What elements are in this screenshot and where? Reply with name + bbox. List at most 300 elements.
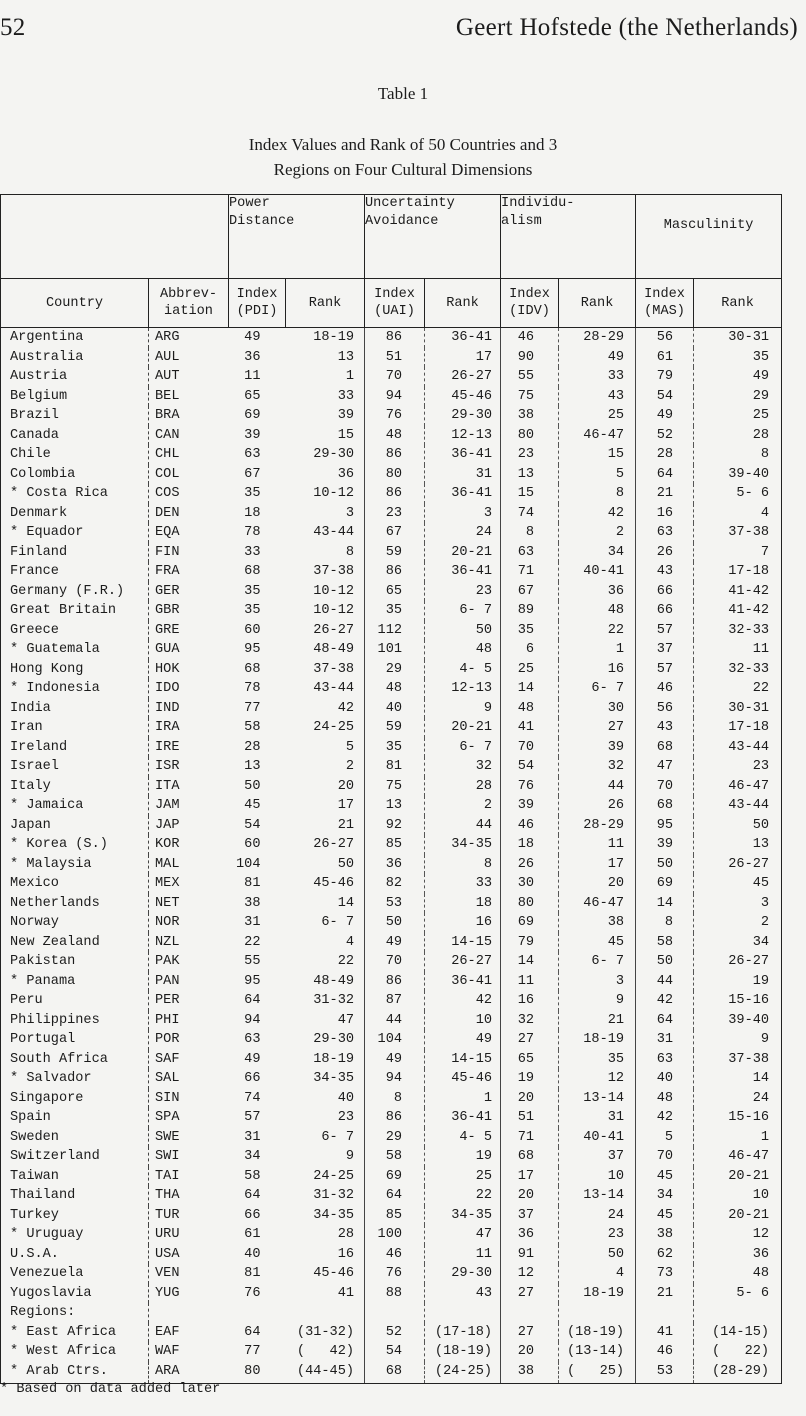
cell-abbreviation: CAN (149, 426, 229, 446)
cell-uai-index: 101 (365, 640, 425, 660)
cell-pdi-index: 61 (244, 1227, 261, 1242)
cell-idv-rank: 34 (559, 543, 636, 563)
cell-mas-index: 34 (636, 1186, 694, 1206)
cell-idv-rank: 43 (559, 387, 636, 407)
cell-uai-index: 80 (365, 465, 425, 485)
cell-pdi-rank: 48-49 (313, 642, 355, 657)
cell-uai-rank: (24-25) (425, 1362, 501, 1384)
cell-mas-rank: ( 22) (694, 1342, 782, 1362)
cell-uai-rank: 44 (425, 816, 501, 836)
table-row (1, 777, 782, 797)
cell-abbreviation: THA (149, 1186, 229, 1206)
group-header-masculinity (636, 195, 782, 279)
cell-pdi-index: 18 (244, 505, 261, 521)
cell-mas-rank: 22 (694, 679, 782, 699)
cell-mas-index: 54 (636, 387, 694, 407)
cell-idv-index: 18 (501, 835, 559, 855)
col-header-index-uai (365, 279, 425, 328)
cell-uai-index: 36 (365, 855, 425, 875)
table-row (1, 991, 782, 1011)
cell-pdi-rank: 43-44 (313, 525, 355, 540)
table-label: Table 1 (377, 84, 429, 103)
cell-mas-rank: 32-33 (694, 660, 782, 680)
cell-idv-index: 20 (501, 1089, 559, 1109)
group-label-line1: Masculinity (663, 218, 754, 233)
cell-idv-rank: 31 (559, 1108, 636, 1128)
cell-country: Australia (1, 348, 149, 368)
cell-pdi-rank: 20 (337, 778, 355, 794)
cell-pdi-index: 13 (244, 759, 261, 774)
cell-pdi-rank: 37-38 (313, 661, 355, 677)
cell-idv-index: 14 (501, 679, 559, 699)
cell-pdi-rank: 50 (337, 856, 355, 872)
cell-uai-rank: 12-13 (425, 679, 501, 699)
cell-mas-index: 70 (636, 777, 694, 797)
cell-uai-index: 48 (365, 426, 425, 446)
cell-mas-rank: 15-16 (694, 991, 782, 1011)
cell-mas-rank: 25 (694, 406, 782, 426)
cell-abbreviation: WAF (149, 1342, 229, 1362)
cell-uai-index: 104 (365, 1030, 425, 1050)
cell-abbreviation: FRA (149, 562, 229, 582)
cell-mas-rank: 45 (694, 874, 782, 894)
cell-pdi-index: 81 (244, 1266, 261, 1281)
cell-pdi-rank: 4 (345, 934, 355, 950)
cell-uai-index: 85 (365, 1206, 425, 1226)
table-row (1, 543, 782, 563)
cell-idv-rank (559, 1303, 636, 1323)
cell-idv-rank: 28-29 (559, 328, 636, 348)
cell-pdi-index: 63 (244, 447, 261, 462)
cell-abbreviation: NOR (149, 913, 229, 933)
cell-idv-index: 8 (501, 523, 559, 543)
cell-uai-rank: 1 (425, 1089, 501, 1109)
cell-mas-index: 43 (636, 718, 694, 738)
cell-pdi-index: 76 (244, 1285, 261, 1301)
cell-mas-rank: 46-47 (694, 1147, 782, 1167)
cell-pdi-rank: 48-49 (313, 973, 355, 989)
cell-country: Turkey (1, 1206, 149, 1226)
cell-pdi-index: 95 (244, 973, 261, 989)
cell-pdi-index (229, 1303, 286, 1323)
cell-pdi-index: 60 (244, 622, 261, 638)
group-label-line2: Avoidance (365, 214, 439, 229)
cell-uai-rank: 50 (425, 621, 501, 641)
cell-uai-rank: 19 (425, 1147, 501, 1167)
cell-idv-index: 32 (501, 1011, 559, 1031)
cell-abbreviation: SPA (149, 1108, 229, 1128)
cell-country: Singapore (1, 1089, 149, 1109)
cell-mas-index: 21 (636, 484, 694, 504)
cell-uai-index: 86 (365, 562, 425, 582)
cell-pdi-rank: 34-35 (313, 1071, 355, 1086)
cell-pdi-index: 34 (244, 1149, 261, 1164)
cell-mas-index: 42 (636, 991, 694, 1011)
cell-pdi-rank: 2 (345, 759, 355, 774)
cell-uai-index: 35 (365, 738, 425, 758)
cell-mas-index: 43 (636, 562, 694, 582)
cell-abbreviation: PAK (149, 952, 229, 972)
table-row (1, 387, 782, 407)
cell-idv-rank: 42 (559, 504, 636, 524)
cell-uai-rank: 32 (425, 757, 501, 777)
cell-mas-rank: 39-40 (694, 465, 782, 485)
cell-uai-rank: 31 (425, 465, 501, 485)
cell-idv-index: 25 (501, 660, 559, 680)
cell-mas-rank: 1 (694, 1128, 782, 1148)
cell-uai-index: 51 (365, 348, 425, 368)
cell-mas-rank: 15-16 (694, 1108, 782, 1128)
table-row (1, 660, 782, 680)
cell-idv-index: 27 (501, 1323, 559, 1343)
cell-abbreviation: EAF (149, 1323, 229, 1343)
cell-uai-index: 48 (365, 679, 425, 699)
cell-mas-index: 63 (636, 523, 694, 543)
page-number: 52 (0, 14, 26, 41)
cell-idv-index: 65 (501, 1050, 559, 1070)
table-row (1, 679, 782, 699)
cell-pdi-rank: 8 (345, 544, 355, 560)
cell-idv-index: 36 (501, 1225, 559, 1245)
table-row (1, 1011, 782, 1031)
table-row (1, 952, 782, 972)
cell-abbreviation: GUA (149, 640, 229, 660)
cell-country: Denmark (1, 504, 149, 524)
cell-mas-index: 73 (636, 1264, 694, 1284)
cell-uai-index: 58 (365, 1147, 425, 1167)
cell-pdi-index: 67 (244, 466, 261, 482)
cell-pdi-rank: 37-38 (313, 564, 355, 579)
cell-idv-index: 80 (501, 894, 559, 914)
cell-uai-rank: 29-30 (425, 1264, 501, 1284)
cell-abbreviation: SWI (149, 1147, 229, 1167)
cell-uai-index: 85 (365, 835, 425, 855)
cell-idv-index (501, 1303, 559, 1323)
cell-uai-index: 49 (365, 933, 425, 953)
cell-idv-rank: 48 (559, 601, 636, 621)
cell-uai-index: 75 (365, 777, 425, 797)
cell-pdi-index: 40 (244, 1246, 261, 1262)
cell-abbreviation: IND (149, 699, 229, 719)
cell-mas-index: 46 (636, 679, 694, 699)
cell-pdi-rank: 15 (337, 427, 355, 443)
cell-country: Yugoslavia (1, 1284, 149, 1304)
cell-mas-rank: (14-15) (694, 1323, 782, 1343)
cell-abbreviation: COS (149, 484, 229, 504)
cell-country: Belgium (1, 387, 149, 407)
cell-uai-index: 100 (365, 1225, 425, 1245)
cell-abbreviation: IRA (149, 718, 229, 738)
cell-idv-index: 41 (501, 718, 559, 738)
cell-mas-index: 14 (636, 894, 694, 914)
cell-mas-index: 61 (636, 348, 694, 368)
table-row (1, 796, 782, 816)
cell-idv-rank: 2 (559, 523, 636, 543)
cell-idv-rank: 11 (559, 835, 636, 855)
cell-idv-rank: 9 (559, 991, 636, 1011)
cell-pdi-rank: 45-46 (313, 876, 355, 891)
cell-country: * Panama (1, 972, 149, 992)
cell-mas-index: 47 (636, 757, 694, 777)
cell-uai-rank: 36-41 (425, 562, 501, 582)
cell-uai-index: 59 (365, 718, 425, 738)
cell-idv-index: 70 (501, 738, 559, 758)
cell-mas-rank: 24 (694, 1089, 782, 1109)
table-row (1, 835, 782, 855)
cell-idv-rank: 39 (559, 738, 636, 758)
cell-uai-index: 81 (365, 757, 425, 777)
cell-mas-index: 68 (636, 738, 694, 758)
cell-country: Argentina (1, 328, 149, 348)
cell-country: Iran (1, 718, 149, 738)
table-row (1, 1284, 782, 1304)
cell-uai-rank: 12-13 (425, 426, 501, 446)
cell-mas-index: 41 (636, 1323, 694, 1343)
cell-mas-rank: 4 (694, 504, 782, 524)
cell-abbreviation: PER (149, 991, 229, 1011)
cell-uai-rank: 22 (425, 1186, 501, 1206)
cell-mas-index: 66 (636, 582, 694, 602)
cell-abbreviation: HOK (149, 660, 229, 680)
cell-uai-index: 23 (365, 504, 425, 524)
table-row (1, 1030, 782, 1050)
col-header-rank-uai: Rank (425, 279, 501, 328)
cell-abbreviation: NZL (149, 933, 229, 953)
table-row (1, 1128, 782, 1148)
cell-country: * Jamaica (1, 796, 149, 816)
cell-mas-rank: 28 (694, 426, 782, 446)
table-row (1, 738, 782, 758)
cell-mas-index: 95 (636, 816, 694, 836)
cell-uai-index: 49 (365, 1050, 425, 1070)
cell-pdi-rank: 24-25 (313, 720, 355, 735)
cell-mas-rank: 34 (694, 933, 782, 953)
cell-mas-rank: 36 (694, 1245, 782, 1265)
cell-country: * Costa Rica (1, 484, 149, 504)
cell-idv-rank: 25 (559, 406, 636, 426)
cell-pdi-index: 80 (229, 1362, 286, 1384)
table-row (1, 913, 782, 933)
cell-idv-rank: ( 25) (559, 1362, 636, 1384)
cell-idv-rank: 8 (559, 484, 636, 504)
cell-idv-rank: (18-19) (559, 1323, 636, 1343)
col-header-rank-pdi: Rank (286, 279, 365, 328)
cell-pdi-rank: (44-45) (286, 1362, 365, 1384)
cell-abbreviation: KOR (149, 835, 229, 855)
cell-mas-index (636, 1303, 694, 1323)
cell-mas-index: 40 (636, 1069, 694, 1089)
cell-country: * Equador (1, 523, 149, 543)
cell-pdi-index: 57 (244, 1110, 261, 1125)
cell-idv-rank: 23 (559, 1225, 636, 1245)
cell-mas-index: 62 (636, 1245, 694, 1265)
col-header-index-idv (501, 279, 559, 328)
cell-idv-rank: 37 (559, 1147, 636, 1167)
cell-mas-index: 68 (636, 796, 694, 816)
index-code: (IDV) (509, 304, 550, 319)
cell-pdi-rank: 13 (337, 349, 355, 365)
cell-uai-index: 86 (365, 972, 425, 992)
group-label-line2: alism (501, 214, 542, 229)
cell-idv-rank: 28-29 (559, 816, 636, 836)
cell-uai-rank: 36-41 (425, 445, 501, 465)
cell-uai-rank: 45-46 (425, 387, 501, 407)
cell-pdi-rank: 45-46 (313, 1266, 355, 1281)
cell-uai-rank: 9 (425, 699, 501, 719)
cell-mas-rank: 7 (694, 543, 782, 563)
index-label: Index (509, 287, 550, 302)
cell-mas-index: 79 (636, 367, 694, 387)
group-label-line2: Distance (229, 214, 295, 229)
cell-pdi-rank: 6- 7 (321, 1129, 355, 1145)
cell-uai-rank: 23 (425, 582, 501, 602)
cell-pdi-index: 95 (244, 642, 261, 657)
cell-abbreviation: GBR (149, 601, 229, 621)
table-row (1, 933, 782, 953)
cell-pdi-rank: 9 (345, 1149, 355, 1164)
cell-idv-index: 20 (501, 1342, 559, 1362)
group-label-line1: Individu- (501, 196, 575, 211)
cell-mas-index: 39 (636, 835, 694, 855)
cell-uai-index: 92 (365, 816, 425, 836)
cell-pdi-index: 65 (244, 388, 261, 404)
cell-pdi-index: 66 (244, 1071, 261, 1086)
cell-idv-rank: 3 (559, 972, 636, 992)
cell-pdi-rank: 5 (345, 739, 355, 755)
cell-mas-index: 56 (636, 699, 694, 719)
table-row (1, 757, 782, 777)
cell-mas-index: 37 (636, 640, 694, 660)
cell-mas-rank: 41-42 (694, 601, 782, 621)
cell-idv-index: 13 (501, 465, 559, 485)
cell-uai-rank: 43 (425, 1284, 501, 1304)
cell-pdi-index: 11 (244, 369, 261, 384)
table-row (1, 465, 782, 485)
cell-pdi-index: 78 (244, 681, 261, 696)
cell-uai-index: 69 (365, 1167, 425, 1187)
table-row (1, 601, 782, 621)
cell-pdi-rank: 43-44 (313, 681, 355, 696)
cell-mas-index: 28 (636, 445, 694, 465)
cell-pdi-index: 104 (236, 856, 261, 872)
cell-mas-index: 5 (636, 1128, 694, 1148)
table-row (1, 699, 782, 719)
cell-mas-index: 42 (636, 1108, 694, 1128)
cell-pdi-rank: 36 (337, 466, 355, 482)
cell-idv-rank: 21 (559, 1011, 636, 1031)
cell-idv-rank: 10 (559, 1167, 636, 1187)
cell-mas-index: 31 (636, 1030, 694, 1050)
cell-abbreviation: GER (149, 582, 229, 602)
cell-pdi-index: 77 (244, 700, 261, 716)
cell-mas-rank: 26-27 (694, 855, 782, 875)
table-row (1, 328, 782, 348)
cell-mas-rank: 26-27 (694, 952, 782, 972)
cell-idv-rank: 30 (559, 699, 636, 719)
cell-uai-index (365, 1303, 425, 1323)
cell-idv-index: 14 (501, 952, 559, 972)
table-row (1, 1245, 782, 1265)
cell-country: Chile (1, 445, 149, 465)
cell-abbreviation: ITA (149, 777, 229, 797)
table-row (1, 1225, 782, 1245)
table-row (1, 562, 782, 582)
cell-mas-rank: 20-21 (694, 1206, 782, 1226)
cell-mas-rank: 50 (694, 816, 782, 836)
cell-country: Brazil (1, 406, 149, 426)
cell-pdi-rank: ( 42) (296, 1344, 355, 1359)
cell-pdi-rank: 16 (337, 1246, 355, 1262)
cell-uai-rank: 10 (425, 1011, 501, 1031)
cell-idv-index: 26 (501, 855, 559, 875)
cell-mas-rank: 29 (694, 387, 782, 407)
cell-mas-rank: 13 (694, 835, 782, 855)
cell-abbreviation: SWE (149, 1128, 229, 1148)
cell-pdi-index: 31 (244, 915, 261, 930)
cell-abbreviation: TAI (149, 1167, 229, 1187)
cell-pdi-rank: 1 (345, 369, 355, 384)
cell-pdi-index: 64 (244, 1188, 261, 1203)
cell-pdi-index: 66 (244, 1207, 261, 1223)
abbr-label-line2: iation (164, 304, 213, 319)
cell-mas-rank: 19 (694, 972, 782, 992)
cell-idv-index: 39 (501, 796, 559, 816)
cell-country: Israel (1, 757, 149, 777)
cell-idv-rank: 26 (559, 796, 636, 816)
table-row (1, 445, 782, 465)
cell-pdi-rank: 31-32 (313, 1188, 355, 1203)
cell-pdi-index: 81 (244, 876, 261, 891)
cell-abbreviation: SAL (149, 1069, 229, 1089)
col-header-country: Country (1, 279, 149, 328)
cell-pdi-rank: 22 (337, 954, 355, 969)
cell-idv-index: 54 (501, 757, 559, 777)
cell-uai-index: 94 (365, 1069, 425, 1089)
cell-uai-rank: 34-35 (425, 835, 501, 855)
cell-idv-rank: 18-19 (559, 1284, 636, 1304)
table-row (1, 1108, 782, 1128)
cell-mas-index: 52 (636, 426, 694, 446)
cell-idv-rank: 50 (559, 1245, 636, 1265)
cell-uai-rank: (18-19) (425, 1342, 501, 1362)
cell-uai-rank (425, 1303, 501, 1323)
cell-uai-rank: 18 (425, 894, 501, 914)
cell-pdi-index: 33 (244, 544, 261, 560)
cell-abbreviation: POR (149, 1030, 229, 1050)
cell-country: Sweden (1, 1128, 149, 1148)
cell-country: * East Africa (1, 1323, 149, 1343)
col-header-rank-idv: Rank (559, 279, 636, 328)
cell-pdi-rank: 10-12 (313, 603, 355, 618)
running-title: Geert Hofstede (the Netherlands) (455, 14, 798, 41)
cell-country: Norway (1, 913, 149, 933)
cell-idv-index: 79 (501, 933, 559, 953)
cell-country: * Uruguay (1, 1225, 149, 1245)
cell-mas-rank: 43-44 (694, 796, 782, 816)
cell-abbreviation: USA (149, 1245, 229, 1265)
index-code: (MAS) (644, 304, 685, 319)
cell-mas-rank: 37-38 (694, 1050, 782, 1070)
cell-country: * Indonesia (1, 679, 149, 699)
cell-mas-index: 46 (636, 1342, 694, 1362)
cell-uai-index: 88 (365, 1284, 425, 1304)
cell-country: Pakistan (1, 952, 149, 972)
cell-idv-index: 90 (501, 348, 559, 368)
cell-uai-rank: 6- 7 (425, 738, 501, 758)
cell-mas-index: 50 (636, 952, 694, 972)
cell-mas-index: 57 (636, 660, 694, 680)
cell-mas-rank: 43-44 (694, 738, 782, 758)
